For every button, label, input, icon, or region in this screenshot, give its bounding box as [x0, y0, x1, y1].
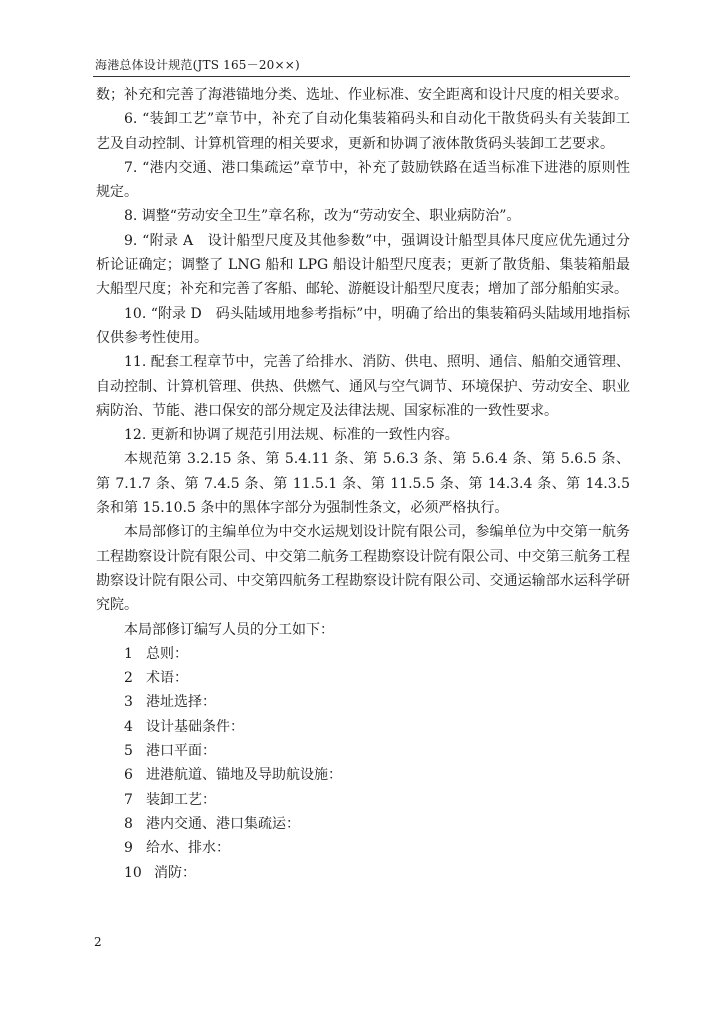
- chapter-number: 1: [124, 645, 133, 662]
- chapter-number: 4: [124, 718, 133, 735]
- paragraph: 6. “装卸工艺”章节中，补充了自动化集装箱码头和自动化干散货码头有关装卸工艺及自动控制、计算机管理的相关要求，更新和协调了液体散货码头装卸工艺要求。: [96, 111, 630, 152]
- chapter-list-item: [96, 788, 630, 812]
- chapter-title: 港址选择：: [146, 694, 216, 711]
- chapter-title: 总则：: [146, 645, 188, 662]
- paragraph: 本局部修订的主编单位为中交水运规划设计院有限公司，参编单位为中交第一航务工程勘察设计院有限公司、中交第二航务工程勘察设计院有限公司、中交第三航务工程勘察设计院有限公司、中交第四航务工程勘察设计院有限公司、交通运输部水运科学研究院。: [96, 524, 630, 614]
- chapter-list-item: [96, 739, 630, 763]
- chapter-number: 3: [124, 694, 133, 711]
- chapter-number: 10: [124, 864, 142, 881]
- chapter-number: 5: [124, 743, 133, 760]
- chapter-list-item: [96, 836, 630, 860]
- chapter-title: 港口平面：: [146, 743, 216, 760]
- chapter-list-item: [96, 812, 630, 836]
- paragraph: 7. “港内交通、港口集疏运”章节中，补充了鼓励铁路在适当标准下进港的原则性规定。: [96, 159, 630, 201]
- chapter-number: 6: [124, 767, 133, 784]
- chapter-number: 9: [124, 840, 133, 857]
- chapter-number: 8: [124, 815, 133, 832]
- chapter-number: 2: [124, 670, 133, 687]
- paragraph: 本规范第 3.2.15 条、第 5.4.11 条、第 5.6.3 条、第 5.6.4 条、第 5.6.5 条、第 7.1.7 条、第 7.4.5 条、第 11.5.1 条、第 11.5.5 条、第 14.3.4 条、第 14.3.5 条和第 15.10.5 条中的黑体字部分为强制性条文，必须严格执行。: [96, 451, 630, 517]
- chapter-title: 进港航道、锚地及导助航设施：: [146, 767, 342, 784]
- chapter-list-item: [96, 666, 630, 690]
- paragraph: 12. 更新和协调了规范引用法规、标准的一致性内容。: [124, 427, 459, 444]
- paragraph: 8. 调整“劳动安全卫生”章名称，改为“劳动安全、职业病防治”。: [124, 208, 521, 225]
- paragraph: 9. “附录 A 设计船型尺度及其他参数”中，强调设计船型具体尺度应优先通过分析论证确定；调整了 LNG 船和 LPG 船设计船型尺度表；更新了散货船、集装箱船最大船型尺度；补充和完善了客船、邮轮、游艇设计船型尺度表；增加了部分船舶实录。: [96, 232, 630, 298]
- chapter-title: 术语：: [146, 670, 188, 687]
- chapter-title: 设计基础条件：: [146, 718, 244, 735]
- paragraph: 10. “附录 D 码头陆域用地参考指标”中，明确了给出的集装箱码头陆域用地指标仅供参考性使用。: [96, 305, 630, 346]
- paragraph: 数；补充和完善了海港锚地分类、选址、作业标准、安全距离和设计尺度的相关要求。: [96, 87, 628, 103]
- chapter-number: 7: [124, 791, 133, 808]
- chapter-title: 装卸工艺：: [146, 791, 216, 808]
- chapter-list-item: [96, 763, 630, 787]
- chapter-list-item: [96, 715, 630, 739]
- chapter-list-item: [96, 690, 630, 714]
- chapter-title: 给水、排水：: [146, 840, 230, 857]
- chapter-list-item: [96, 642, 630, 666]
- chapter-title: 港内交通、港口集疏运：: [146, 815, 300, 832]
- chapter-title: 消防：: [154, 864, 196, 881]
- paragraph: 本局部修订编写人员的分工如下：: [124, 621, 334, 638]
- running-header: 海港总体设计规范(JTS 165－20××): [95, 58, 300, 72]
- chapter-list-item: [96, 861, 630, 885]
- page-number: 2: [94, 935, 102, 949]
- body-text: [96, 83, 630, 885]
- header-rule: [93, 76, 630, 77]
- paragraph: 11. 配套工程章节中，完善了给排水、消防、供电、照明、通信、船舶交通管理、自动控制、计算机管理、供热、供燃气、通风与空气调节、环境保护、劳动安全、职业病防治、节能、港口保安的部分规定及法律法规、国家标准的一致性要求。: [96, 354, 630, 419]
